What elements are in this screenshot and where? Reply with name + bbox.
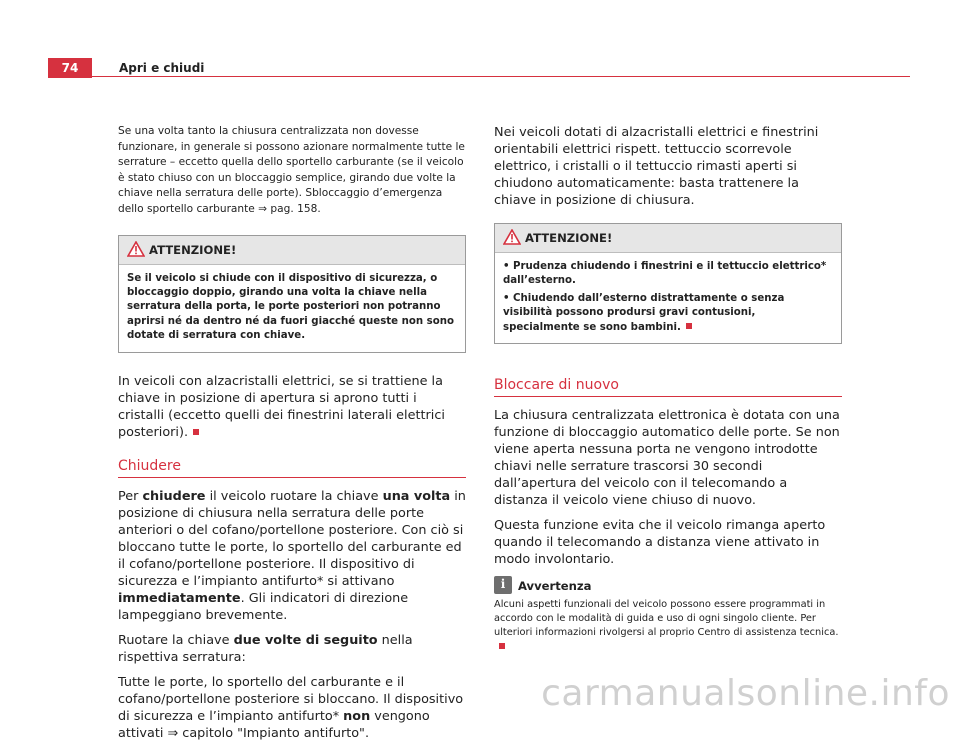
bold-text: una volta <box>382 488 451 504</box>
warning-text: Se il veicolo si chiude con il dispositivo di sicurezza, o bloccaggio doppio, girando una volta la chiave nella serratura della porta, le porte posteriori non potranno aprirsi né da dentro né da fuori giacché queste non sono dotate di serratura con chiave. <box>127 272 454 342</box>
warning-triangle-icon <box>127 241 145 257</box>
warning-item-text: • Chiudendo dall’esterno distrattamente o senza visibilità possono prodursi gravi contusioni, specialmente se sono bambini. <box>503 292 785 333</box>
warning-box <box>118 235 466 353</box>
paragraph: Nei veicoli dotati di alzacristalli elettrici e finestrini orientabili elettrici rispett. tettuccio scorrevole elettrico, i cristalli o il tettuccio rimasti aperti si chiudono automaticamente: basta trattenere la chiave in posizione di chiusura. <box>494 125 819 208</box>
warning-header <box>495 224 841 253</box>
warning-item <box>503 292 833 335</box>
text: nella rispettiva serratura: <box>118 632 413 665</box>
bold-text: due volte di seguito <box>233 632 378 648</box>
end-square-icon <box>193 429 199 435</box>
warning-item: • Prudenza chiudendo i finestrini e il tettuccio elettrico* dall’esterno. <box>503 261 827 287</box>
warning-title: ATTENZIONE! <box>149 242 237 257</box>
section-title: Bloccare di nuovo <box>494 376 842 397</box>
left-column <box>118 124 466 750</box>
warning-box <box>494 223 842 344</box>
page-header <box>48 58 910 78</box>
info-icon: i <box>494 576 512 594</box>
text: il veicolo ruotare la chiave <box>205 488 383 504</box>
warning-body <box>495 253 841 343</box>
bold-text: chiudere <box>142 488 206 504</box>
text: Tutte le porte, lo sportello del carburante e il cofano/portellone posteriore si bloccano. Il dispositivo di sicurezza e l’impianto antifurto* <box>118 674 464 724</box>
note-header <box>494 576 842 598</box>
end-square-icon <box>686 323 692 329</box>
note-text <box>494 598 842 655</box>
warning-header <box>119 236 465 265</box>
header-rule <box>92 76 910 77</box>
paragraph-text: In veicoli con alzacristalli elettrici, se si trattiene la chiave in posizione di apertura si aprono tutti i cristalli (eccetto quelli dei finestrini laterali elettrici posteriori). <box>118 373 445 440</box>
paragraph <box>118 488 466 624</box>
section-title: Chiudere <box>118 457 466 478</box>
text: vengono attivati ⇒ capitolo "Impianto antifurto". <box>118 708 430 741</box>
note-body-text: Alcuni aspetti funzionali del veicolo possono essere programmati in accordo con le modalità di guida e uso di ogni singolo cliente. Per ulteriori informazioni rivolgersi al proprio Centro di assistenza tecnica. <box>494 599 839 639</box>
bold-text: immediatamente <box>118 590 241 606</box>
note-title: Avvertenza <box>518 579 592 594</box>
paragraph <box>118 373 466 441</box>
text: Per <box>118 488 143 504</box>
end-square-icon <box>499 643 505 649</box>
text: Ruotare la chiave <box>118 632 234 648</box>
right-column <box>494 124 842 655</box>
paragraph <box>118 632 466 666</box>
warning-triangle-icon <box>503 229 521 245</box>
watermark: carmanualsonline.info <box>541 673 950 714</box>
text: . Gli indicatori di direzione lampeggiano brevemente. <box>118 590 409 623</box>
paragraph: La chiusura centralizzata elettronica è dotata con una funzione di bloccaggio automatico delle porte. Se non viene aperta nessuna porta ne vengono introdotte chiavi nelle serrature trascorsi 30 secondi dall’apertura del veicolo con il telecomando a distanza il veicolo viene chiuso di nuovo. <box>494 408 840 509</box>
text: in posizione di chiusura nella serratura delle porte anteriori o del cofano/portellone posteriore. Con ciò si bloccano tutte le porte, lo sportello del carburante ed il cofano/portellone posteriore. Il dispositivo di sicurezza e l’impianto antifurto* si attivano <box>118 488 466 589</box>
page-number: 74 <box>48 58 92 78</box>
bold-text: non <box>343 708 371 724</box>
paragraph: Questa funzione evita che il veicolo rimanga aperto quando il telecomando a distanza viene attivato in modo involontario. <box>494 518 826 568</box>
warning-title: ATTENZIONE! <box>525 231 613 245</box>
chapter-title: Apri e chiudi <box>119 61 205 75</box>
intro-paragraph: Se una volta tanto la chiusura centralizzata non dovesse funzionare, in generale si possono azionare normalmente tutte le serrature – eccetto quella dello sportello carburante (se il veicolo è stato chiuso con un bloccaggio semplice, girando due volte la chiave nella serratura delle porte). Sbloccaggio d’emergenza dello sportello carburante ⇒ pag. 158. <box>118 125 465 215</box>
